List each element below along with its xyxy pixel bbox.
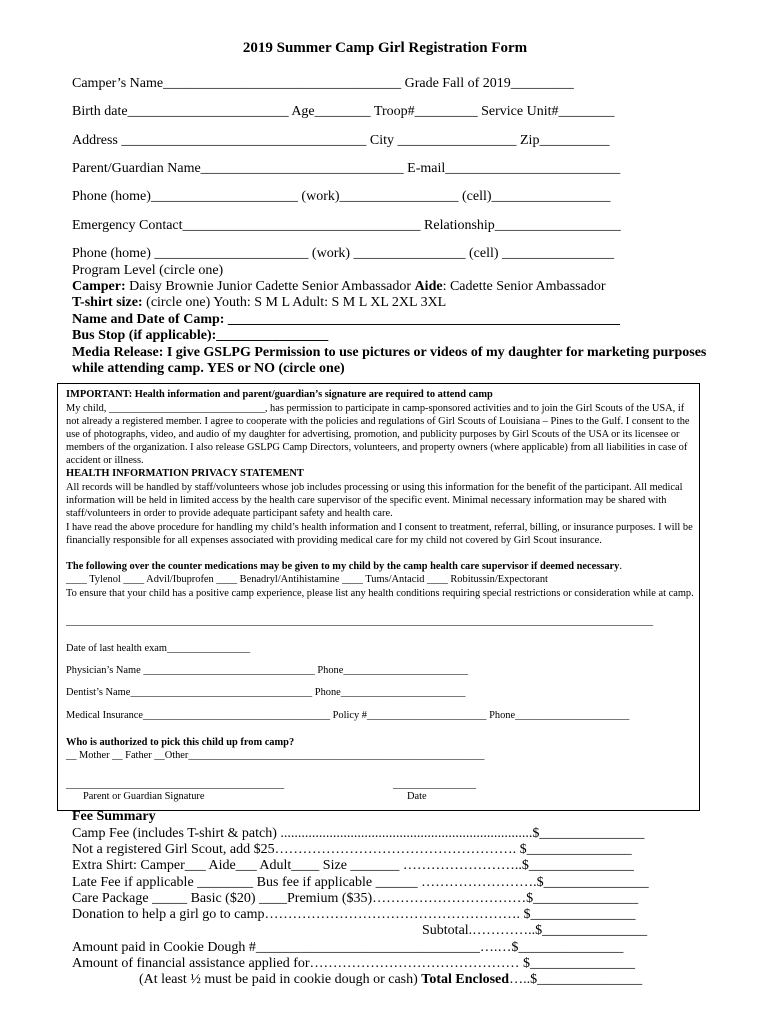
dentist-line[interactable]: Dentist’s Name___________________________________ Phone________________________	[66, 687, 466, 698]
conditions-input-line[interactable]: _________________________________________________________________________________________________________________	[66, 616, 654, 627]
signature-line[interactable]: __________________________________________	[66, 779, 285, 790]
consent-paragraph: My child, ______________________________, has permission to participate in camp-sponsored activities and to join the Girl Scouts of the USA, if not already a registered member. I agree to cooperate with the policies and regulations of Girl Scouts of Louisiana – Pines to the Gulf. I consent to the use of photographs, video, and audio of my daughter for advertising, promotion, and publicity purposes by Girl Scouts of the USA or its licensee or members of the organization. I also release GSLPG Camp Directors, volunteers, and property owners (where applicable) from all liabilities in case of accident or illness.	[66, 403, 690, 466]
health-exam-line[interactable]: Date of last health exam________________	[66, 643, 251, 654]
media-release-line: Media Release: I give GSLPG Permission to use pictures or videos of my daughter for marketing purposes	[72, 345, 707, 360]
subtotal-line[interactable]: Subtotal.…………..$_______________	[422, 923, 648, 938]
aide-label: Aide	[414, 279, 443, 294]
tshirt-size-options: (circle one) Youth: S M L Adult: S M L XL 2XL 3XL	[142, 295, 447, 310]
donation-line[interactable]: Donation to help a girl go to camp………………………………………………. $_______________	[72, 907, 636, 922]
tshirt-size-label: T-shirt size:	[72, 295, 143, 310]
pickup-options[interactable]: __ Mother __ Father __Other_________________________________________________________	[66, 750, 485, 761]
camper-levels: Daisy Brownie Junior Cadette Senior Ambassador	[125, 279, 415, 294]
camper-label: Camper:	[72, 279, 126, 294]
late-fee-line[interactable]: Late Fee if applicable ________ Bus fee if applicable ______ …………………….$_______________	[72, 875, 649, 890]
cookie-dough-line[interactable]: Amount paid in Cookie Dough #________________________________….…$_______________	[72, 940, 624, 955]
financial-assistance-line[interactable]: Amount of financial assistance applied for……………………………………… $_______________	[72, 956, 636, 971]
privacy-heading: HEALTH INFORMATION PRIVACY STATEMENT	[66, 468, 304, 479]
phone-line-2[interactable]: Phone (home) ______________________ (work) ________________ (cell) ________________	[72, 246, 615, 261]
tshirt-size-line[interactable]	[72, 295, 446, 311]
conditions-paragraph: To ensure that your child has a positive camp experience, please list any health conditions requiring special restrictions or consideration while at camp.	[66, 588, 694, 599]
form-title: 2019 Summer Camp Girl Registration Form	[242, 40, 528, 56]
aide-levels: : Cadette Senior Ambassador	[442, 279, 606, 294]
total-enclosed-label: Total Enclosed	[421, 972, 510, 987]
not-registered-line[interactable]: Not a registered Girl Scout, add $25……………………………………………. $_______________	[72, 842, 632, 857]
privacy-paragraph: All records will be handled by staff/volunteers whose job includes processing or using this information for the benefit of the participant. All medical information will be held in limited access by the health care supervisor of the specific event. Minimal necessary information may be shared with staff/volunteers in order to provide adequate participant safety and health care.	[66, 482, 683, 519]
camper-level-line[interactable]	[72, 279, 605, 295]
extra-shirt-line[interactable]: Extra Shirt: Camper___ Aide___ Adult____ Size _______ ……………………..$_______________	[72, 858, 634, 873]
otc-heading-line	[66, 561, 622, 572]
otc-medication-list[interactable]: ____ Tylenol ____ Advil/Ibuprofen ____ Benadryl/Antihistamine ____ Tums/Antacid ____ Robitussin/Expectorant	[66, 574, 548, 585]
physician-line[interactable]: Physician’s Name _________________________________ Phone________________________	[66, 665, 469, 676]
otc-heading: The following over the counter medications may be given to my child by the camp health care supervisor if deemed necessary	[66, 561, 620, 572]
total-enclosed-line[interactable]	[139, 972, 642, 988]
important-notice: IMPORTANT: Health information and parent/guardian’s signature are required to attend camp	[66, 389, 493, 400]
medical-insurance-line[interactable]: Medical Insurance____________________________________ Policy #_______________________ Phone______________________	[66, 710, 630, 721]
signature-label: Parent or Guardian Signature	[83, 791, 205, 802]
program-level-label: Program Level (circle one)	[72, 263, 224, 278]
bus-stop-line[interactable]: Bus Stop (if applicable):________________	[72, 328, 329, 343]
care-package-line[interactable]: Care Package _____ Basic ($20) ____Premium ($35)……………………………$_______________	[72, 891, 639, 906]
media-release-choice[interactable]: while attending camp. YES or NO (circle one)	[72, 361, 345, 376]
total-enclosed-blank: …..$_______________	[509, 972, 643, 987]
emergency-contact-line[interactable]: Emergency Contact__________________________________ Relationship__________________	[72, 218, 621, 233]
procedure-paragraph: I have read the above procedure for handling my child’s health information and I consent to treatment, referral, billing, or insurance purposes. I will be financially responsible for all expenses associated with providing medical care for my child not covered by Girl Scout insurance.	[66, 522, 693, 546]
phone-line-1[interactable]: Phone (home)_____________________ (work)_________________ (cell)_________________	[72, 189, 611, 204]
otc-period: .	[619, 561, 622, 572]
campers-name-line[interactable]: Camper’s Name__________________________________ Grade Fall of 2019_________	[72, 76, 574, 91]
address-line[interactable]: Address ___________________________________ City _________________ Zip__________	[72, 133, 610, 148]
camp-fee-line[interactable]: Camp Fee (includes T-shirt & patch) ........................................................................$_______________	[72, 826, 645, 841]
camp-name-date-line[interactable]: Name and Date of Camp: ________________________________________________________	[72, 312, 620, 327]
date-label: Date	[407, 791, 427, 802]
birth-date-line[interactable]: Birth date_______________________ Age________ Troop#_________ Service Unit#________	[72, 104, 615, 119]
parent-guardian-line[interactable]: Parent/Guardian Name_____________________________ E-mail_________________________	[72, 161, 621, 176]
cookie-dough-note: (At least ½ must be paid in cookie dough or cash)	[139, 972, 422, 987]
pickup-heading: Who is authorized to pick this child up from camp?	[66, 737, 295, 748]
fee-summary-heading: Fee Summary	[72, 809, 156, 824]
date-line[interactable]: ________________	[393, 779, 477, 790]
